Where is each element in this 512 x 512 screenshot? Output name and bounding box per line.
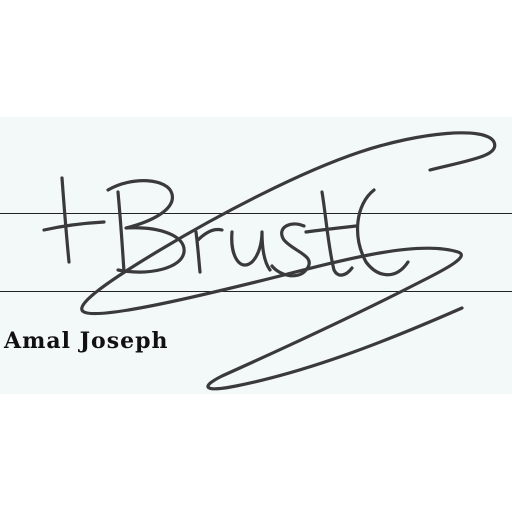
signature-stroke-b-stem [118,192,124,272]
signer-name: Amal Joseph [4,328,169,354]
signature-stroke-s [272,224,309,276]
signature-stroke-h-vertical [62,178,69,262]
signature-stroke-r [196,229,222,272]
signature-stroke-u [232,232,270,270]
signature-stroke-h-cross [44,222,104,230]
